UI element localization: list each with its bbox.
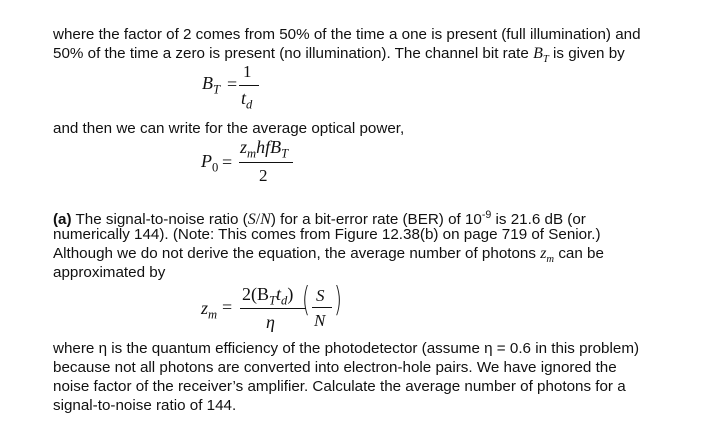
paragraph-line: noise factor of the receiver’s amplifier. Calculate the average number of photons for a bbox=[53, 378, 626, 395]
paragraph-line: where the factor of 2 comes from 50% of the time a one is present (full illumination) and bbox=[53, 26, 641, 43]
paragraph-line: signal-to-noise ratio of 144. bbox=[53, 397, 237, 414]
text-run: The signal-to-noise ratio ( bbox=[71, 211, 248, 229]
eq2-equals: = bbox=[222, 152, 233, 172]
variable-n: N bbox=[260, 211, 271, 229]
part-label: (a) bbox=[53, 211, 72, 229]
eq1-numerator: 1 bbox=[243, 62, 252, 81]
eq2-numerator: $z_mhfB_T$ bbox=[240, 137, 289, 161]
paragraph-line: numerically 144). (Note: This comes from Figure 12.38(b) on page 719 of Senior.) bbox=[53, 226, 601, 243]
left-paren: ( bbox=[302, 280, 310, 320]
slash: / bbox=[255, 211, 261, 229]
paragraph-line: where η is the quantum efficiency of the photodetector (assume η = 0.6 in this problem) bbox=[53, 340, 640, 357]
eq3-n: N bbox=[314, 311, 326, 330]
eq3-equals: = bbox=[222, 297, 233, 317]
variable-sub: m bbox=[546, 254, 555, 266]
eq2-fraction-bar bbox=[239, 162, 293, 163]
text-run: is given by bbox=[548, 45, 625, 62]
eq1-equals: = bbox=[227, 74, 238, 94]
variable-sub: T bbox=[542, 54, 549, 66]
variable-z: z bbox=[540, 245, 547, 262]
eq3-denominator: η bbox=[266, 312, 275, 332]
eq3-lhs: $z_m$ bbox=[201, 298, 218, 322]
eq1-denominator: $t_d$ bbox=[241, 88, 253, 112]
right-paren: ) bbox=[334, 280, 342, 320]
exponent: -9 bbox=[481, 209, 492, 221]
paragraph-line: and then we can write for the average optical power, bbox=[53, 120, 405, 137]
eq3-fraction-bar bbox=[240, 308, 306, 309]
text-run: 50% of the time a zero is present (no illumination). The channel bit rate bbox=[53, 45, 534, 62]
variable-s: S bbox=[247, 211, 256, 229]
paragraph-line bbox=[53, 44, 625, 69]
text-run: is 21.6 dB (or bbox=[491, 211, 586, 229]
eq3-sn-bar bbox=[312, 307, 332, 308]
variable-b: B bbox=[533, 45, 543, 62]
eq1-lhs: $B_T$ bbox=[202, 73, 221, 97]
eq3-s: S bbox=[316, 286, 325, 305]
eq2-lhs: $P_0$ bbox=[201, 151, 219, 175]
eq2-denominator: 2 bbox=[259, 166, 268, 185]
paragraph-line: approximated by bbox=[53, 264, 166, 281]
eq1-fraction-bar bbox=[239, 85, 259, 86]
text-run: can be bbox=[554, 245, 604, 262]
eq3-numerator: $2(B_Tt_d)$ bbox=[242, 284, 294, 308]
paragraph-line: because not all photons are converted into electron-hole pairs. We have ignored the bbox=[53, 359, 617, 376]
text-run: Although we do not derive the equation, the average number of photons bbox=[53, 245, 541, 262]
text-run: ) for a bit-error rate (BER) of 10 bbox=[270, 211, 482, 229]
